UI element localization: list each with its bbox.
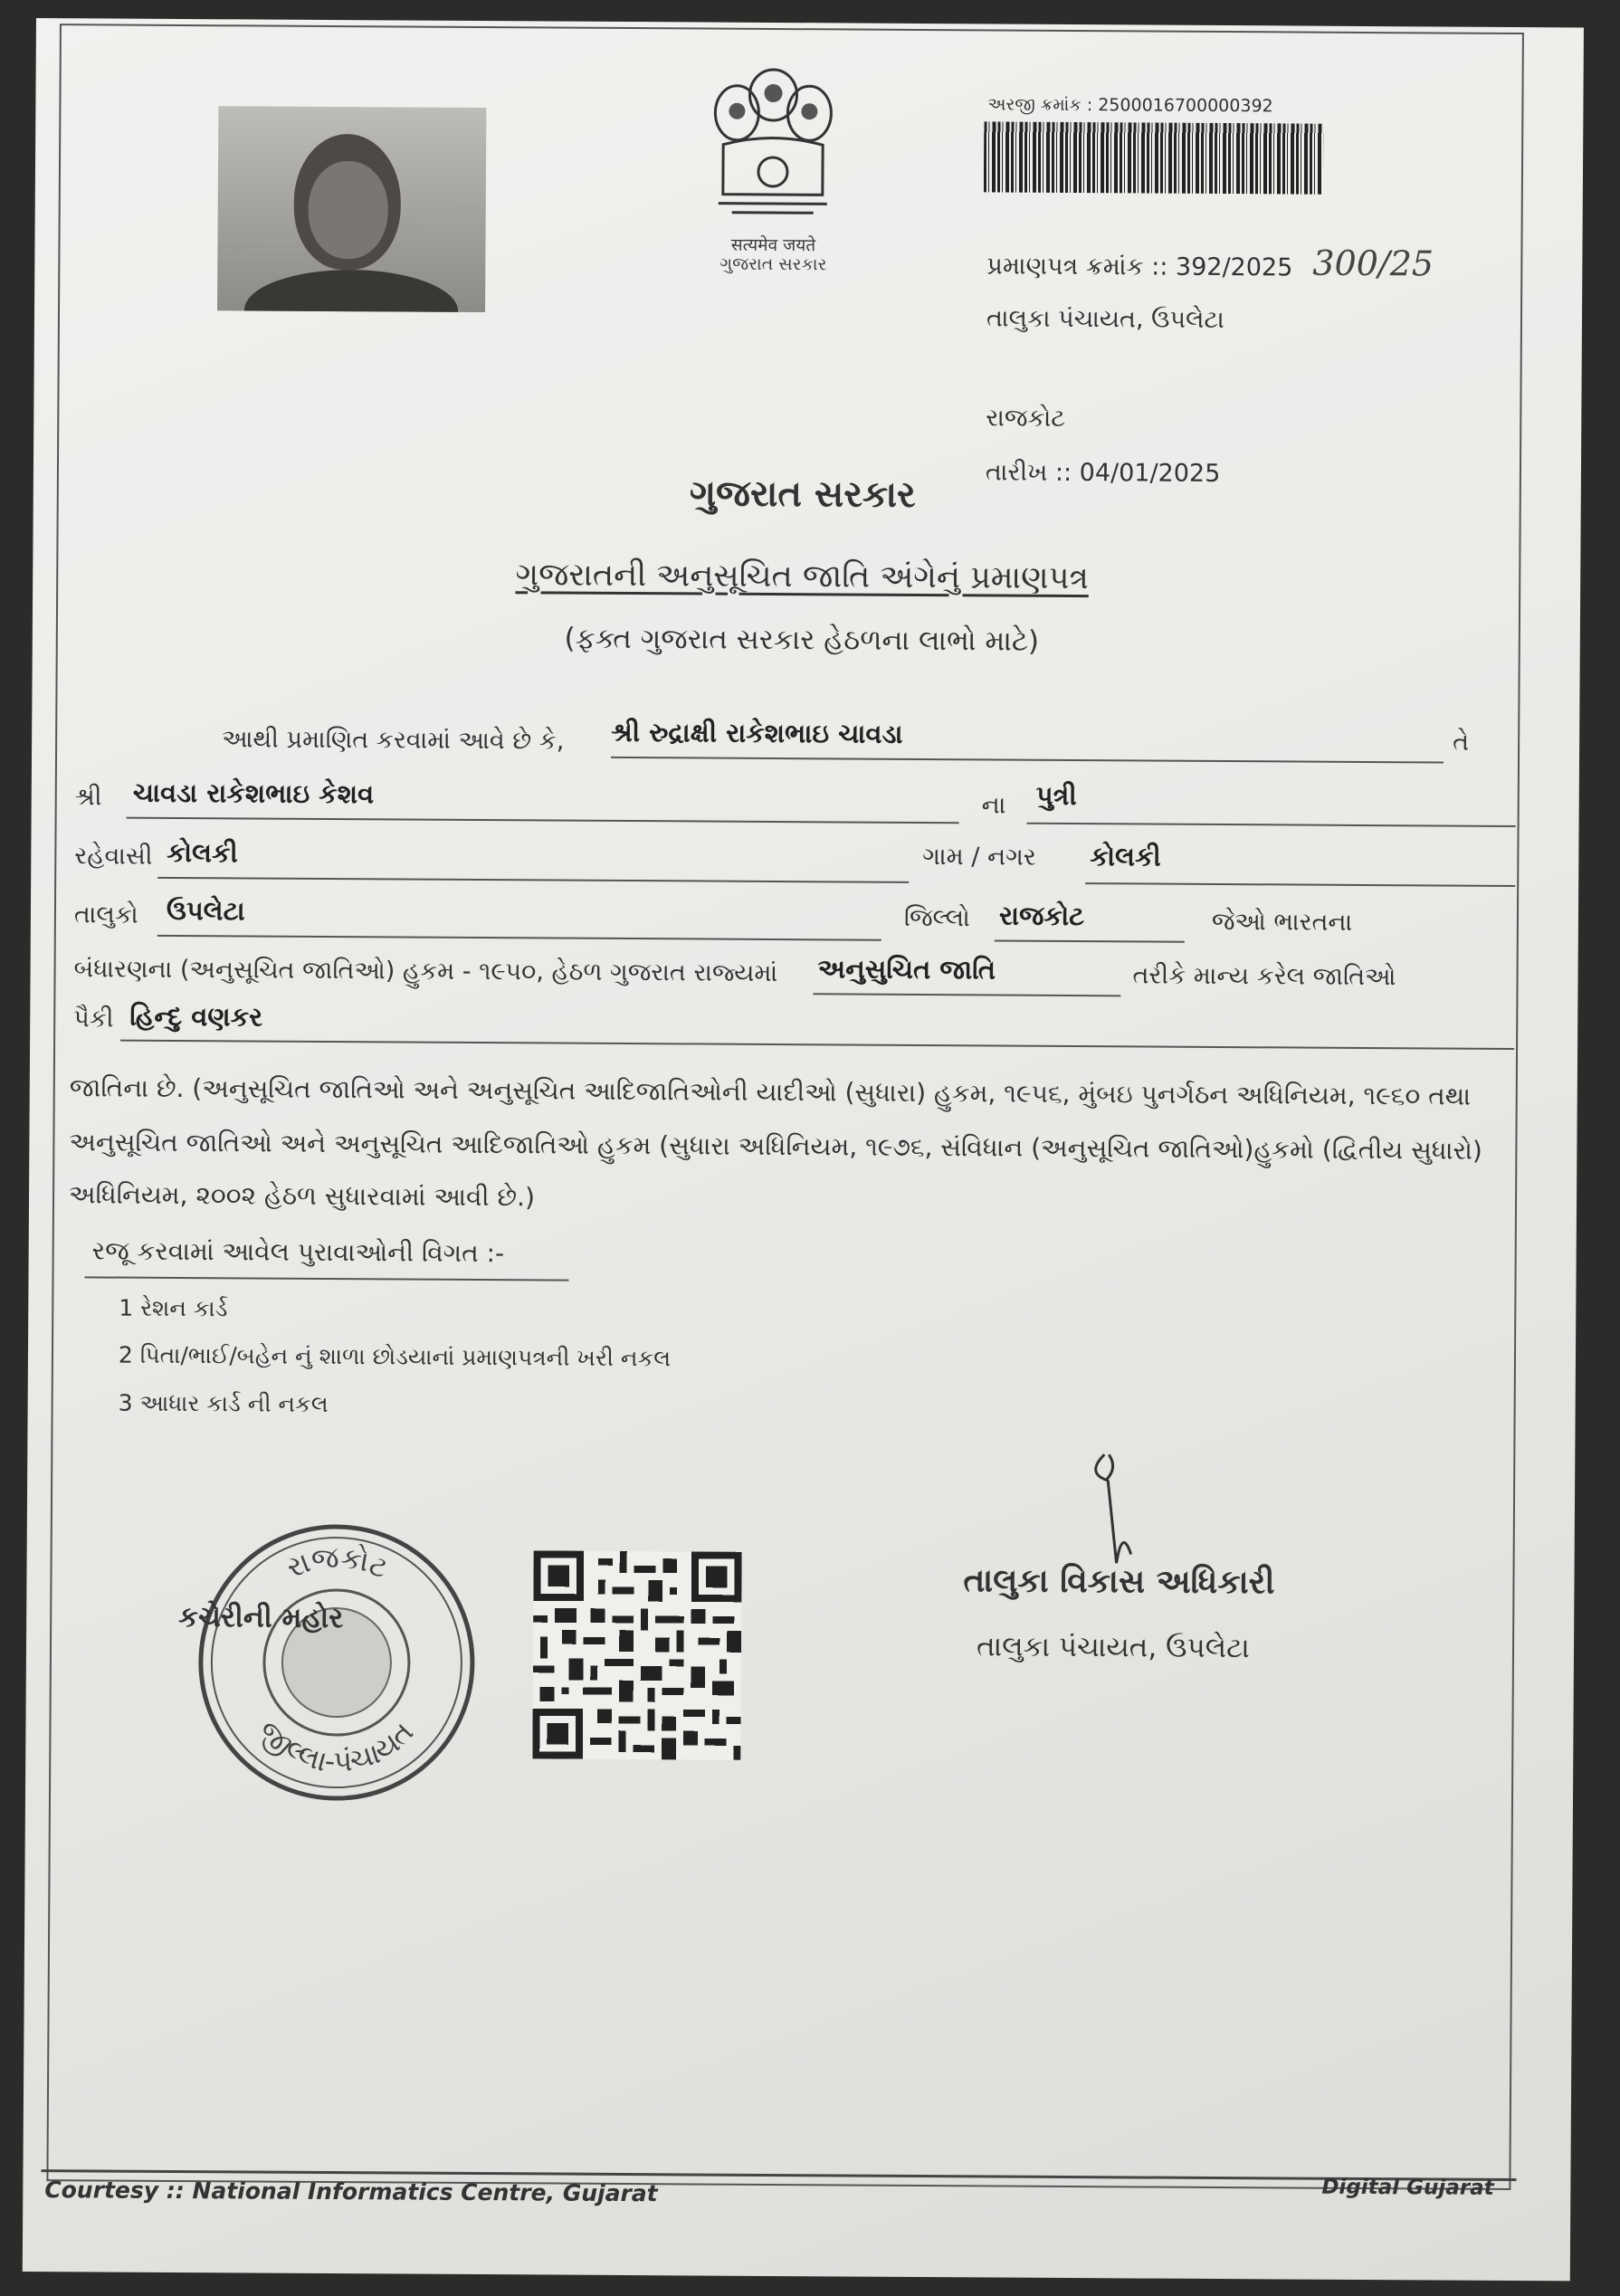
evidence-item-3: 3 આધાર કાર્ડ ની નકલ (118, 1389, 329, 1417)
applicant-name: શ્રી રુદ્રાક્ષી રાકેશભાઇ ચાવડા (611, 716, 903, 749)
constitution-text: બંધારણના (અનુસૂચિત જાતિઓ) હુકમ - ૧૯૫૦, હેઠળ ગુજરાત રાજ્યમાં (73, 955, 778, 988)
application-number: અરજી ક્રમાંક : 2500016700000392 (987, 94, 1273, 117)
taluka-label: તાલુકો (73, 900, 138, 929)
legal-paragraph-line-1: જાતિના છે. (અનુસૂચિત જાતિઓ અને અનુસૂચિત આદિજાતિઓની યાદીઓ (સુધારા) હુકમ, ૧૯૫૬, મુંબઇ પુનર્ગઠન અધિનિયમ, ૧૯૬૦ તથા (69, 1072, 1472, 1111)
certificate-title-text: ગુજરાતની અનુસૂચિત જાતિ અંગેનું પ્રમાણપત્ર (515, 557, 1090, 597)
qr-code (532, 1550, 741, 1759)
category-value: અનુસુચિત જાતિ (817, 953, 996, 986)
resident-label: રહેવાસી (74, 842, 153, 871)
signatory-title: તાલુકા વિકાસ અધિકારી (963, 1562, 1275, 1602)
certificate-subtitle: (ફક્ત ગુજરાત સરકાર હેઠળના લાભો માટે) (564, 622, 1040, 658)
svg-text:જીલ્લા-પંચાયત (252, 1713, 421, 1779)
caste-value: હિન્દુ વણકર (129, 1000, 263, 1033)
te-text: તે (1453, 728, 1470, 757)
district-label: જિલ્લો (903, 903, 970, 933)
intro-text: આથી પ્રમાણિત કરવામાં આવે છે કે, (222, 725, 565, 756)
applicant-photo (217, 106, 486, 312)
indian-text: જેઓ ભારતના (1211, 907, 1353, 937)
resident-value: કોલકી (167, 836, 238, 869)
office-stamp-label: કચેરીની મહોર (178, 1600, 344, 1635)
issue-date: તારીખ :: 04/01/2025 (985, 458, 1221, 489)
handwritten-number: 300/25 (1312, 243, 1434, 284)
office-seal-icon (186, 1512, 487, 1813)
among-label: પૈકી (73, 1005, 114, 1034)
evidence-item-1: 1 રેશન કાર્ડ (119, 1294, 228, 1322)
footer-brand: Digital Gujarat (1321, 2175, 1494, 2200)
signatory-office: તાલુકા પંચાયત, ઉપલેટા (976, 1630, 1250, 1665)
certificate-number: પ્રમાણપત્ર ક્રમાંક :: 392/2025 (986, 252, 1293, 282)
seal-ring-top: રાજકોટ (281, 1539, 394, 1586)
evidence-item-2: 2 પિતા/ભાઈ/બહેન નું શાળા છોડયાનાં પ્રમાણપત્રની ખરી નકલ (118, 1341, 672, 1372)
evidence-heading: રજૂ કરવામાં આવેલ પુરાવાઓની વિગત :- (91, 1235, 505, 1269)
na-label: ના (981, 791, 1006, 820)
district-value: રાજકોટ (998, 900, 1085, 932)
father-name: ચાવડા રાકેશભાઇ કેશવ (132, 776, 375, 810)
emblem-motto: सत्यमेव जयते (730, 234, 816, 256)
svg-text:રાજકોટ (281, 1539, 393, 1586)
taluka-value: ઉપલેટા (166, 894, 245, 927)
legal-paragraph-line-3: અધિનિયમ, ૨૦૦૨ હેઠળ સુધારવામાં આવી છે.) (68, 1179, 536, 1213)
district-name: રાજકોટ (986, 404, 1066, 433)
emblem-caption: ગુજરાત સરકાર (719, 253, 827, 275)
footer-courtesy: Courtesy :: National Informatics Centre, Gujarat (44, 2177, 658, 2207)
certificate-sheet (23, 18, 1584, 2281)
barcode (984, 121, 1323, 194)
seal-ring-bottom: જીલ્લા-પંચાયત (252, 1713, 421, 1779)
legal-paragraph-line-2: અનુસૂચિત જાતિઓ અને અનુસૂચિત આદિજાતિઓ હુકમ (સુધારા અધિનિયમ, ૧૯૭૬, સંવિધાન (અનુસૂચિત જાતિઓ)હુકમો (દ્વિતીય સુધારો) (69, 1127, 1483, 1166)
shri-label: શ્રી (74, 783, 102, 812)
government-title: ગુજરાત સરકાર (689, 472, 916, 516)
village-label: ગામ / નગર (922, 843, 1036, 872)
state-emblem-icon (696, 58, 851, 235)
office-name: તાલુકા પંચાયત, ઉપલેટા (986, 304, 1225, 335)
village-value: કોલકી (1090, 841, 1161, 872)
handwritten-signature-icon (1067, 1436, 1167, 1582)
recognized-text: તરીકે માન્ય કરેલ જાતિઓ (1132, 961, 1396, 992)
relation-value: પુત્રી (1035, 779, 1077, 812)
